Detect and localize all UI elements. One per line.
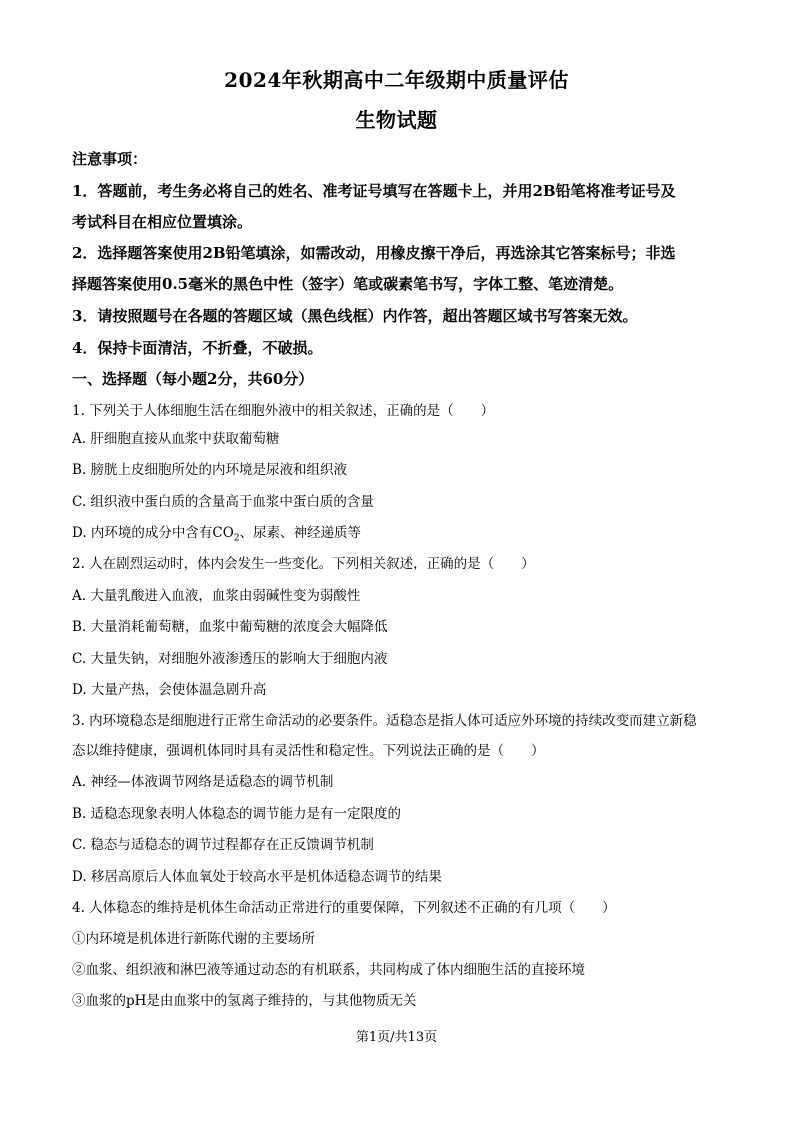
option-d-text-post: 、尿素、神经递质等 [239,525,362,541]
question-1-stem: 1. 下列关于人体细胞生活在细胞外液中的相关叙述，正确的是（ ） [72,403,495,419]
option-d-text-pre: D. 内环境的成分中含有CO [72,525,234,541]
question-4-stem: 4. 人体稳态的维持是机体生命活动正常进行的重要保障，下列叙述不正确的有几项（ ） [72,900,616,916]
question-2-stem: 2. 人在剧烈运动时，体内会发生一些变化。下列相关叙述，正确的是（ ） [72,556,535,572]
question-3-option-a: A. 神经—体液调节网络是适稳态的调节机制 [72,774,334,790]
notice-item-1-cont: 考试科目在相应位置填涂。 [72,213,253,231]
option-d-subscript: 2 [233,533,240,544]
question-1-option-a: A. 肝细胞直接从血浆中获取葡萄糖 [72,431,280,447]
notice-heading: 注意事项： [72,150,148,168]
question-3-option-b: B. 适稳态现象表明人体稳态的调节能力是有一定限度的 [72,806,402,822]
notice-item-2: 2．选择题答案使用2B铅笔填涂，如需改动，用橡皮擦干净后，再选涂其它答案标号；非选 [72,244,676,262]
question-3-option-c: C. 稳态与适稳态的调节过程都存在正反馈调节机制 [72,837,374,853]
question-2-option-b: B. 大量消耗葡萄糖，血浆中葡萄糖的浓度会大幅降低 [72,619,388,635]
question-2-option-c: C. 大量失钠，对细胞外液渗透压的影响大于细胞内液 [72,651,388,667]
exam-subject: 生物试题 [355,108,438,132]
notice-item-2-cont: 择题答案使用0.5毫米的黑色中性（签字）笔或碳素笔书写，字体工整、笔迹清楚。 [72,275,624,293]
page-number: 第1页/共13页 [355,1030,438,1045]
notice-item-3: 3．请按照题号在各题的答题区域（黑色线框）内作答，超出答题区域书写答案无效。 [72,307,638,325]
question-3-stem-line-2: 态以维持健康，强调机体同时具有灵活性和稳定性。下列说法正确的是（ ） [72,743,545,759]
question-2-option-d: D. 大量产热，会使体温急剧升高 [72,682,267,698]
question-4-statement-1: ①内环境是机体进行新陈代谢的主要场所 [72,931,315,947]
section-heading: 一、选择题（每小题2分，共60分） [72,370,314,388]
question-3-option-d: D. 移居高原后人体血氧处于较高水平是机体适稳态调节的结果 [72,869,442,885]
question-1-option-b: B. 膀胱上皮细胞所处的内环境是尿液和组织液 [72,462,348,478]
question-4-statement-2: ②血浆、组织液和淋巴液等通过动态的有机联系，共同构成了体内细胞生活的直接环境 [72,962,585,978]
question-2-option-a: A. 大量乳酸进入血液，血浆由弱碱性变为弱酸性 [72,588,361,604]
notice-item-1: 1．答题前，考生务必将自己的姓名、准考证号填写在答题卡上，并用2B铅笔将准考证号及 [72,182,676,200]
question-1-option-c: C. 组织液中蛋白质的含量高于血浆中蛋白质的含量 [72,494,374,510]
notice-item-4: 4．保持卡面清洁，不折叠，不破损。 [72,339,323,357]
question-1-option-d [72,524,722,548]
question-3-stem-line-1: 3. 内环境稳态是细胞进行正常生命活动的必要条件。适稳态是指人体可适应外环境的持续改变而建立新稳 [72,713,697,729]
exam-title: 2024年秋期高中二年级期中质量评估 [224,68,569,92]
question-4-statement-3: ③血浆的pH是由血浆中的氢离子维持的，与其他物质无关 [72,993,417,1009]
